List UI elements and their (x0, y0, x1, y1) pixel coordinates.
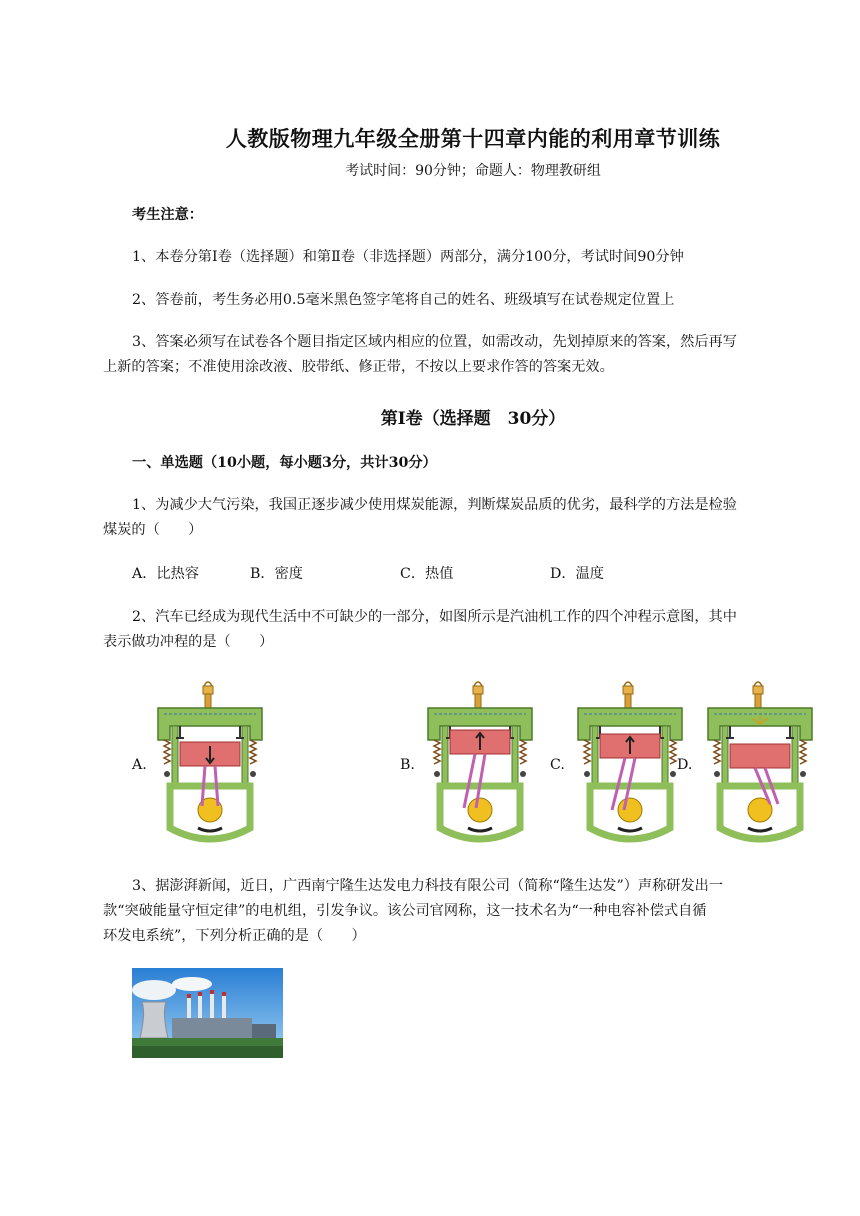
question-3-stem-continued: 款“突破能量守恒定律”的电机组，引发争议。该公司官网称，这一技术名为“一种电容补偿式自循 (103, 903, 707, 919)
question-2-option-a[interactable]: A. (132, 757, 147, 773)
question-2-option-d[interactable]: D. (677, 757, 693, 773)
notice-item: 1、本卷分第Ⅰ卷（选择题）和第Ⅱ卷（非选择题）两部分，满分100分，考试时间90分钟 (132, 249, 684, 265)
question-2-stem: 2、汽车已经成为现代生活中不可缺少的一部分，如图所示是汽油机工作的四个冲程示意图，其中 (132, 609, 737, 625)
notice-item: 3、答案必须写在试卷各个题目指定区域内相应的位置，如需改动，先划掉原来的答案，然后再写 (132, 334, 737, 350)
engine-diagram-d (700, 678, 820, 848)
engine-diagram-a (150, 678, 270, 848)
question-1-option-d[interactable]: D．温度 (550, 566, 604, 582)
document-subtitle: 考试时间：90分钟；命题人：物理教研组 (345, 163, 601, 179)
engine-diagram-c (570, 678, 693, 848)
notice-item: 2、答卷前，考生务必用0.5毫米黑色签字笔将自己的姓名、班级填写在试卷规定位置上 (132, 292, 675, 308)
document-title: 人教版物理九年级全册第十四章内能的利用章节训练 (225, 126, 721, 151)
question-1-option-b[interactable]: B．密度 (250, 566, 303, 582)
notice-item-continued: 上新的答案；不准使用涂改液、胶带纸、修正带，不按以上要求作答的答案无效。 (103, 359, 614, 375)
question-1-stem: 1、为减少大气污染，我国正逐步减少使用煤炭能源，判断煤炭品质的优劣，最科学的方法是检验 (132, 497, 737, 513)
question-2-stem-continued: 表示做功冲程的是（ ） (103, 634, 274, 650)
question-1-option-a[interactable]: A．比热容 (132, 566, 199, 582)
power-plant-photo (132, 968, 283, 1058)
question-2-option-c[interactable]: C. (550, 757, 565, 773)
question-2-option-b[interactable]: B. (400, 757, 415, 773)
question-1-option-c[interactable]: C．热值 (400, 566, 454, 582)
engine-diagram-b (420, 678, 540, 848)
question-3-stem-continued: 环发电系统”，下列分析正确的是（ ） (103, 928, 366, 944)
question-1-stem-continued: 煤炭的（ ） (103, 522, 203, 538)
question-3-stem: 3、据澎湃新闻，近日，广西南宁隆生达发电力科技有限公司（简称“隆生达发”）声称研发出一 (132, 878, 724, 894)
section-title: 第Ⅰ卷（选择题 30分） (380, 409, 566, 429)
notice-heading: 考生注意： (132, 207, 203, 223)
part-heading: 一、单选题（10小题，每小题3分，共计30分） (132, 455, 437, 471)
